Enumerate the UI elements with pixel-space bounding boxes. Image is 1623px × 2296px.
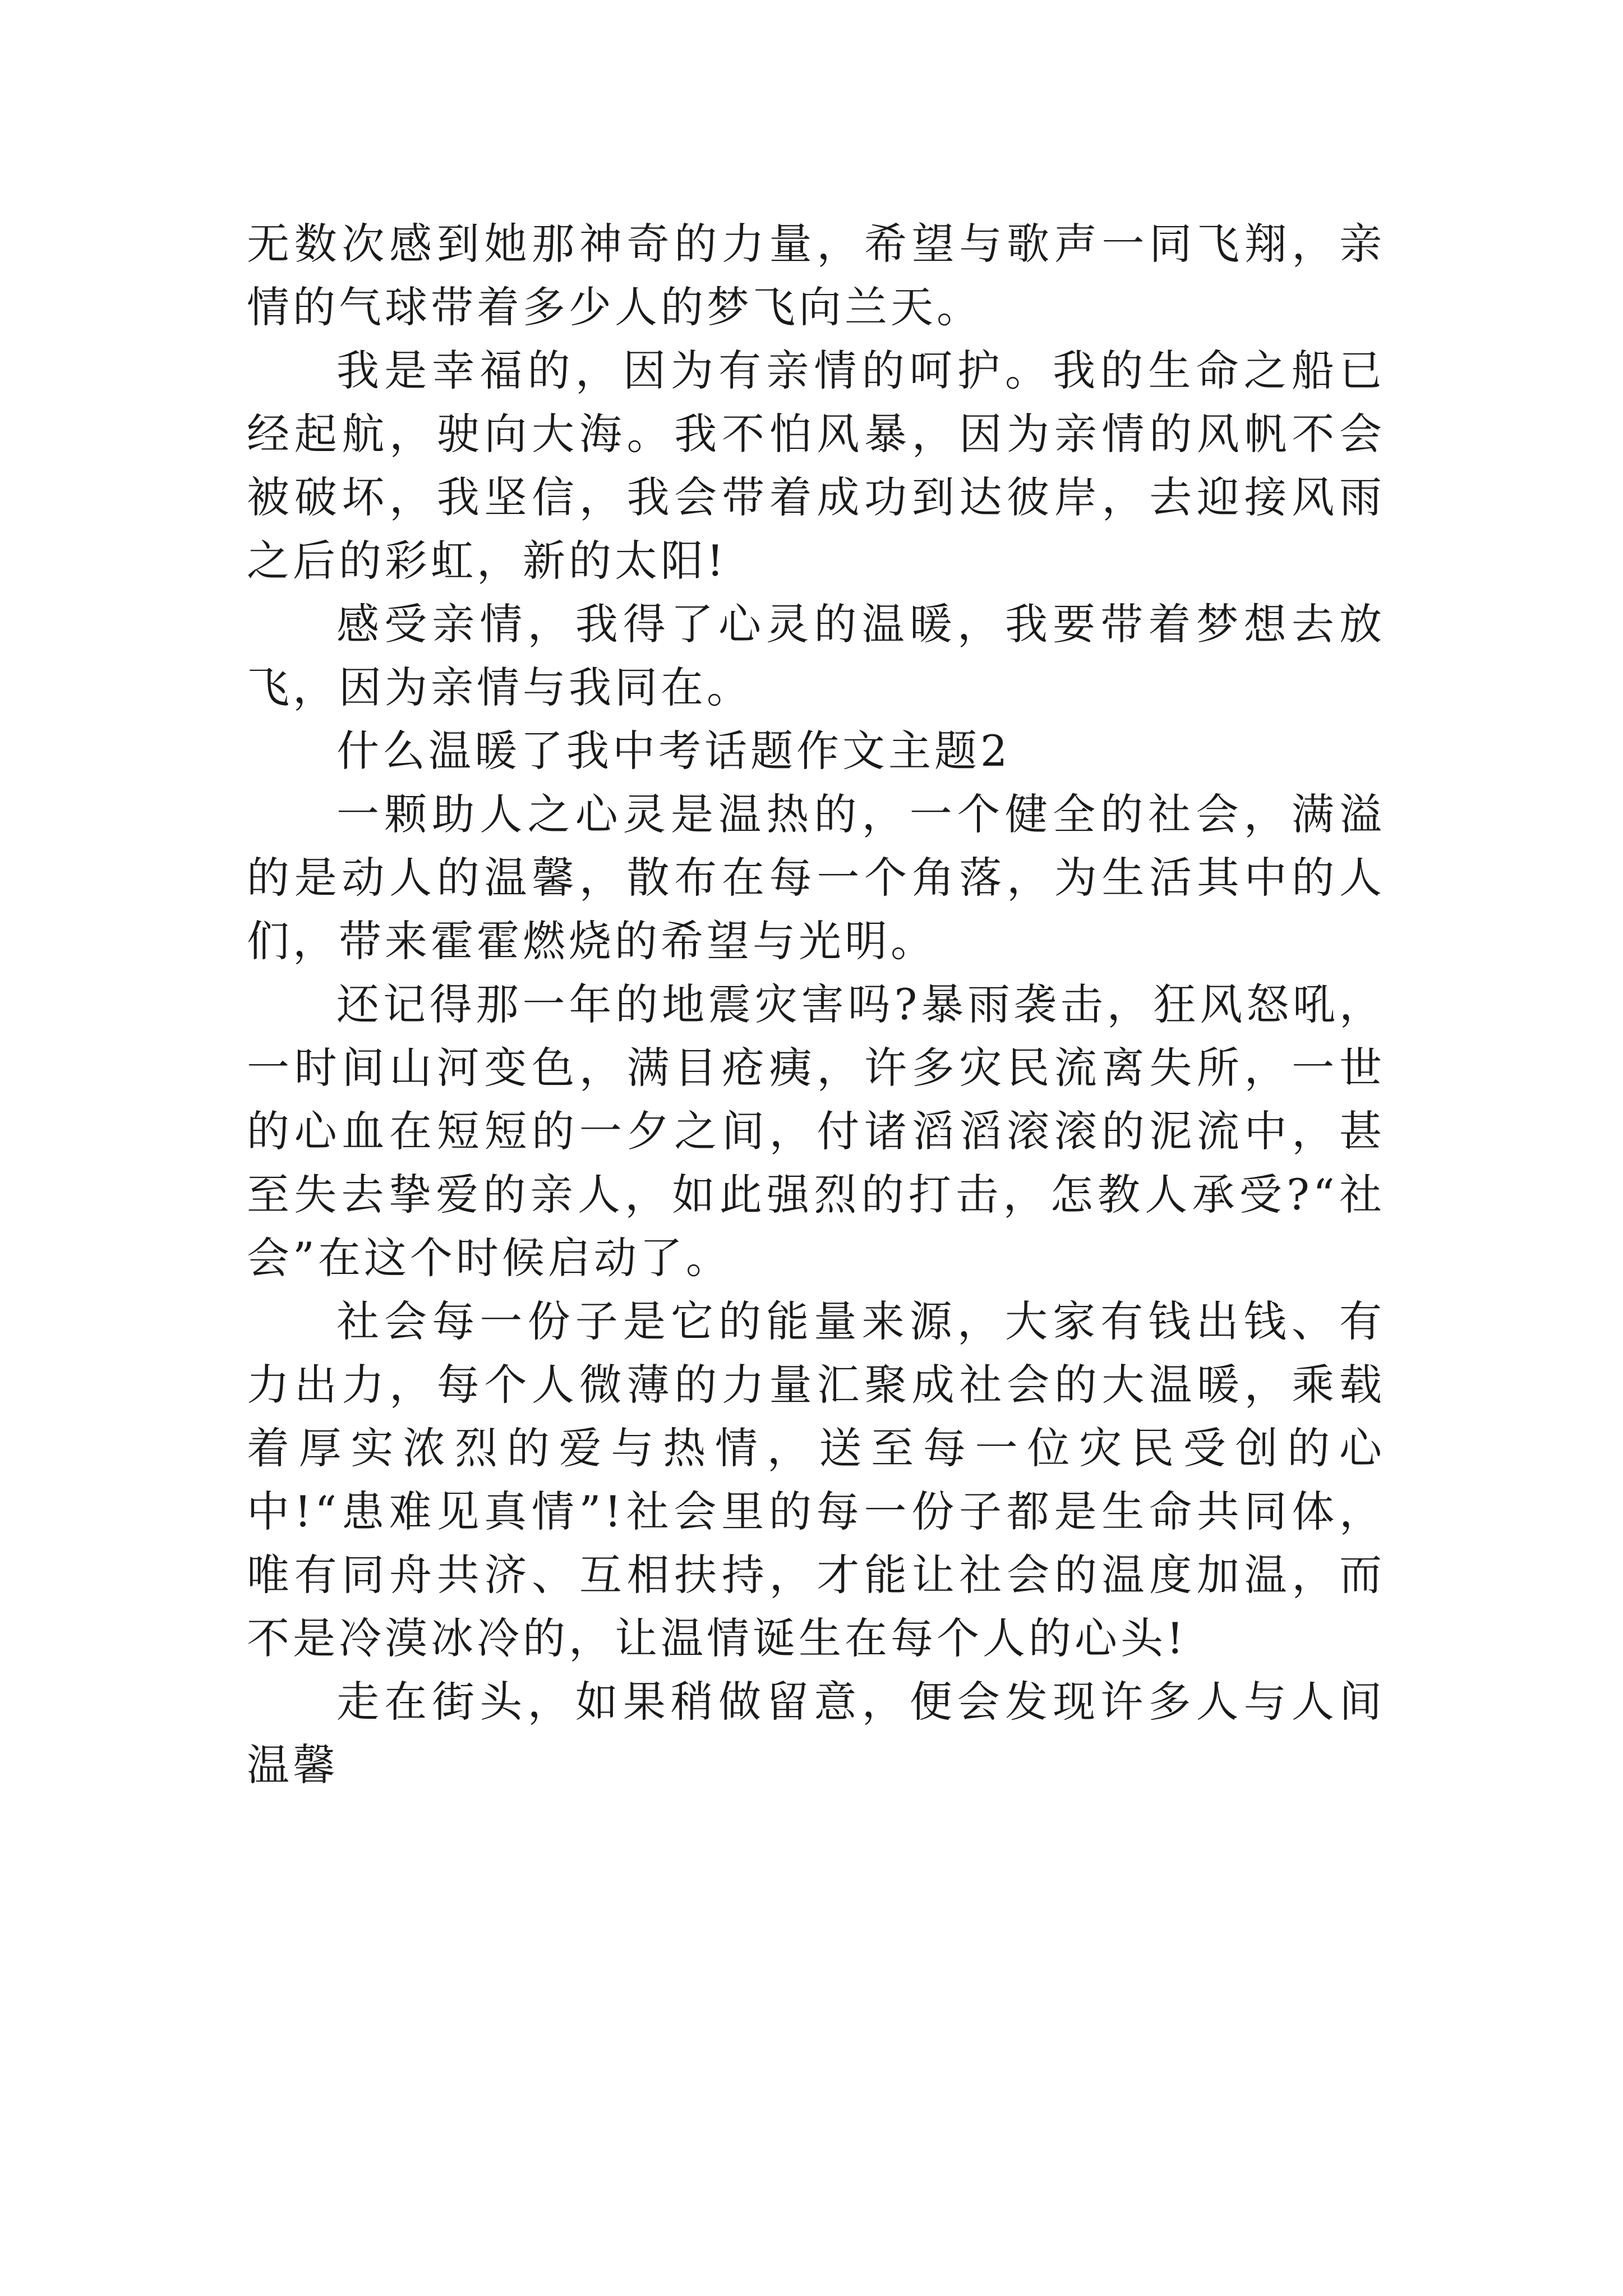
paragraph-3: 感受亲情，我得了心灵的温暖，我要带着梦想去放飞，因为亲情与我同在。 [247,599,1385,712]
paragraph-6: 社会每一份子是它的能量来源，大家有钱出钱、有力出力，每个人微薄的力量汇聚成社会的大温暖，乘载着厚实浓烈的爱与热情，送至每一位灾民受创的心中!“患难见真情”!社会里的每一份子都是生命共同体，唯有同舟共济、互相扶持，才能让社会的温度加温，而不是冷漠冰冷的，让温情诞生在每个人的心头! [247,1296,1385,1663]
section-heading: 什么温暖了我中考话题作文主题2 [336,726,1011,776]
paragraph-2: 我是幸福的，因为有亲情的呵护。我的生命之船已经起航，驶向大海。我不怕风暴，因为亲情的风帆不会被破坏，我坚信，我会带着成功到达彼岸，去迎接风雨之后的彩虹，新的太阳! [247,346,1385,586]
paragraph-7: 走在街头，如果稍做留意，便会发现许多人与人间温馨 [247,1677,1385,1790]
paragraph-1: 无数次感到她那神奇的力量，希望与歌声一同飞翔，亲情的气球带着多少人的梦飞向兰天。 [247,219,1385,332]
paragraph-4: 一颗助人之心灵是温热的，一个健全的社会，满溢的是动人的温馨，散布在每一个角落，为生活其中的人们，带来霍霍燃烧的希望与光明。 [247,789,1385,966]
paragraph-5: 还记得那一年的地震灾害吗?暴雨袭击，狂风怒吼，一时间山河变色，满目疮痍，许多灾民流离失所，一世的心血在短短的一夕之间，付诸滔滔滚滚的泥流中，甚至失去挚爱的亲人，如此强烈的打击，怎教人承受?“社会”在这个时候启动了。 [247,979,1385,1283]
document-body [247,212,1385,1797]
